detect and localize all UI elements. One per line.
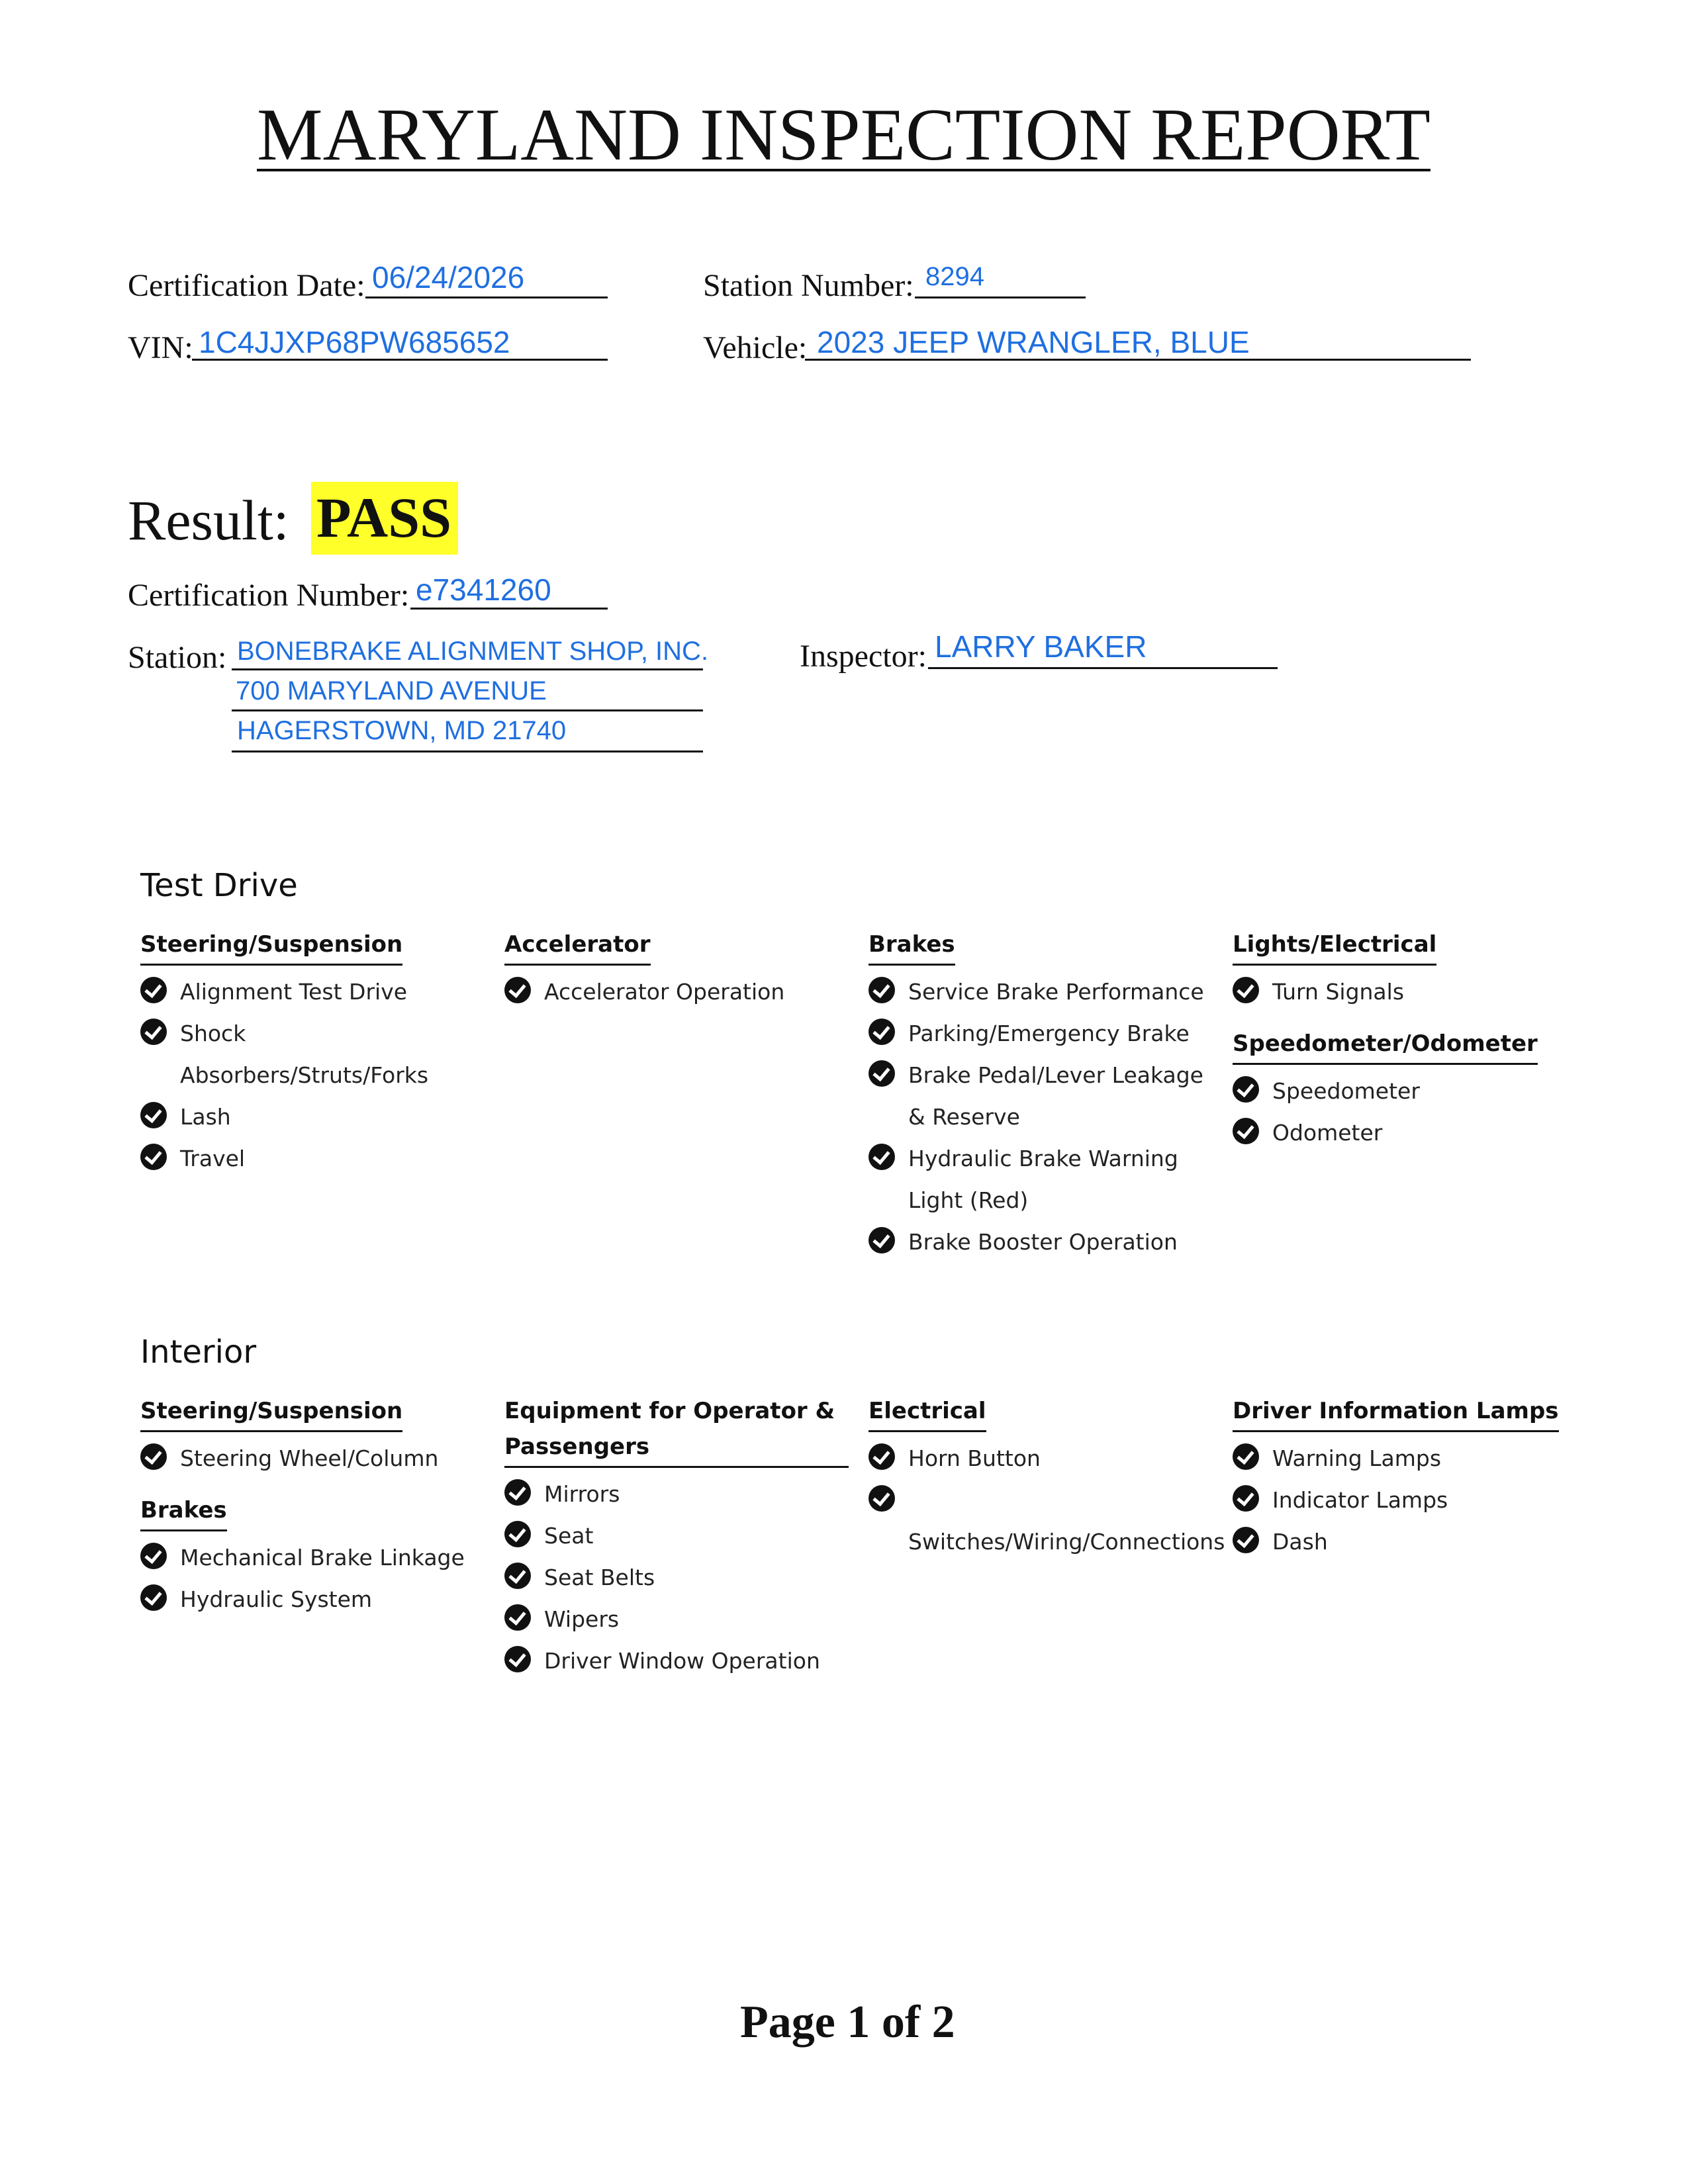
station-number-value: 8294 [925,262,984,291]
checklist-item-label: Indicator Lamps [1272,1487,1448,1513]
check-circle-icon [868,1485,895,1512]
checklist-column [1233,927,1577,1154]
checklist-group-heading: Brakes [868,927,955,966]
checklist-item [1233,971,1577,1013]
checklist-column [504,927,849,1013]
checklist-item [140,1138,485,1179]
section-title: Interior [140,1334,257,1371]
vehicle-value: 2023 JEEP WRANGLER, BLUE [817,325,1250,359]
vin-label: VIN: [128,330,193,365]
station-name-value: BONEBRAKE ALIGNMENT SHOP, INC. [237,637,709,666]
station-number-line [915,296,1086,298]
checklist-item [868,1221,1213,1263]
check-circle-icon [140,1019,167,1045]
checklist-item-label: Lash [180,1104,231,1130]
checklist-item-label: Steering Wheel/Column [180,1445,439,1471]
check-circle-icon [504,1563,531,1589]
checklist-item [504,1598,849,1640]
station-city-value: HAGERSTOWN, MD 21740 [237,716,567,745]
station-line-1 [232,668,703,670]
checklist-column [140,1393,485,1620]
check-circle-icon [140,1102,167,1128]
vin-value: 1C4JJXP68PW685652 [199,325,510,359]
checklist-item [1233,1521,1577,1563]
station-line-3 [232,751,703,752]
certification-number-value: e7341260 [416,572,551,607]
check-circle-icon [504,1479,531,1506]
check-circle-icon [868,1019,895,1045]
inspector-label: Inspector: [800,639,927,674]
station-label: Station: [128,640,227,675]
check-circle-icon [504,1646,531,1672]
checklist-item [504,1557,849,1598]
check-circle-icon [868,1227,895,1253]
certification-number-label: Certification Number: [128,578,410,613]
check-circle-icon [1233,1527,1259,1553]
checklist-item-label: Wipers [544,1606,620,1632]
check-circle-icon [140,1144,167,1170]
checklist-column [1233,1393,1577,1563]
checklist-column [868,1393,1225,1563]
checklist-column [140,927,485,1179]
checklist-item-label: Brake Booster Operation [908,1229,1178,1255]
checklist-item-label: Dash [1272,1529,1328,1555]
check-circle-icon [140,1584,167,1611]
vehicle-label: Vehicle: [703,330,808,365]
checklist-column [868,927,1213,1263]
checklist-item [140,1096,485,1138]
checklist-group-heading: Electrical [868,1393,986,1432]
checklist-item [140,1437,485,1479]
checklist-item-label: Mechanical Brake Linkage [180,1545,465,1570]
checklist-item-label: Parking/Emergency Brake [908,1021,1190,1046]
check-circle-icon [504,977,531,1003]
checklist-item-label: Hydraulic System [180,1586,373,1612]
checklist-item [868,1138,1213,1221]
checklist-item [868,1437,1213,1479]
checklist-group-heading: Steering/Suspension [140,1393,402,1432]
checklist-item [140,1578,485,1620]
check-circle-icon [1233,1485,1259,1512]
report-title: MARYLAND INSPECTION REPORT [257,94,1430,176]
inspector-value: LARRY BAKER [935,629,1147,664]
certification-date-label: Certification Date: [128,268,365,303]
station-number-label: Station Number: [703,268,914,303]
check-circle-icon [504,1521,531,1547]
checklist-group-heading: Lights/Electrical [1233,927,1436,966]
certification-number-line [410,608,608,610]
certification-date-line [365,296,608,298]
checklist-group-heading: Accelerator [504,927,651,966]
check-circle-icon [1233,1118,1259,1144]
checklist-item-label: Seat [544,1523,594,1549]
check-circle-icon [1233,977,1259,1003]
checklist-item [504,1515,849,1557]
checklist-group-heading: Speedometer/Odometer [1233,1026,1538,1065]
check-circle-icon [140,977,167,1003]
checklist-item [868,1479,1225,1563]
checklist-item [140,1013,485,1096]
checklist-item-label: Driver Window Operation [544,1648,820,1674]
checklist-group-heading: Brakes [140,1492,227,1531]
checklist-item-label: Accelerator Operation [544,979,785,1005]
page-number: Page 1 of 2 [740,1997,955,2048]
checklist-item [504,971,849,1013]
check-circle-icon [868,977,895,1003]
station-line-2 [232,709,703,711]
checklist-item [1233,1437,1577,1479]
station-street-value: 700 MARYLAND AVENUE [236,676,547,705]
checklist-item [504,1473,849,1515]
check-circle-icon [1233,1076,1259,1103]
check-circle-icon [504,1604,531,1631]
checklist-group-heading: Driver Information Lamps [1233,1393,1559,1432]
section-title: Test Drive [140,867,298,904]
check-circle-icon [868,1060,895,1087]
checklist-item-label: Service Brake Performance [908,979,1204,1005]
checklist-item [868,971,1213,1013]
checklist-item-label: Alignment Test Drive [180,979,408,1005]
checklist-item [140,971,485,1013]
check-circle-icon [1233,1443,1259,1470]
result-status-badge: PASS [311,482,458,555]
inspector-line [928,667,1278,669]
checklist-group-heading: Steering/Suspension [140,927,402,966]
certification-date-value: 06/24/2026 [372,260,525,295]
check-circle-icon [140,1443,167,1470]
check-circle-icon [140,1543,167,1569]
checklist-column [504,1393,849,1682]
result-label: Result: [128,488,289,552]
checklist-item [1233,1112,1577,1154]
checklist-item-label: Turn Signals [1272,979,1405,1005]
checklist-item-label: Brake Pedal/Lever Leakage & Reserve [908,1062,1203,1130]
checklist-item-label: Speedometer [1272,1078,1420,1104]
checklist-group-heading: Equipment for Operator & Passengers [504,1393,849,1468]
checklist-item [140,1537,485,1578]
checklist-item-label: Mirrors [544,1481,620,1507]
checklist-item-label: Shock Absorbers/Struts/Forks [180,1021,429,1088]
checklist-item [868,1013,1213,1054]
check-circle-icon [868,1144,895,1170]
checklist-item-label: Hydraulic Brake Warning Light (Red) [908,1146,1178,1213]
checklist-item [868,1054,1213,1138]
checklist-item-label: Switches/Wiring/Connections [908,1529,1225,1555]
checklist-item-label: Seat Belts [544,1565,655,1590]
checklist-item-label: Odometer [1272,1120,1383,1146]
checklist-item-label: Horn Button [908,1445,1041,1471]
checklist-item-label: Warning Lamps [1272,1445,1442,1471]
checklist-item [1233,1479,1577,1521]
check-circle-icon [868,1443,895,1470]
checklist-item [504,1640,849,1682]
checklist-item-label: Travel [180,1146,246,1171]
checklist-item [1233,1070,1577,1112]
